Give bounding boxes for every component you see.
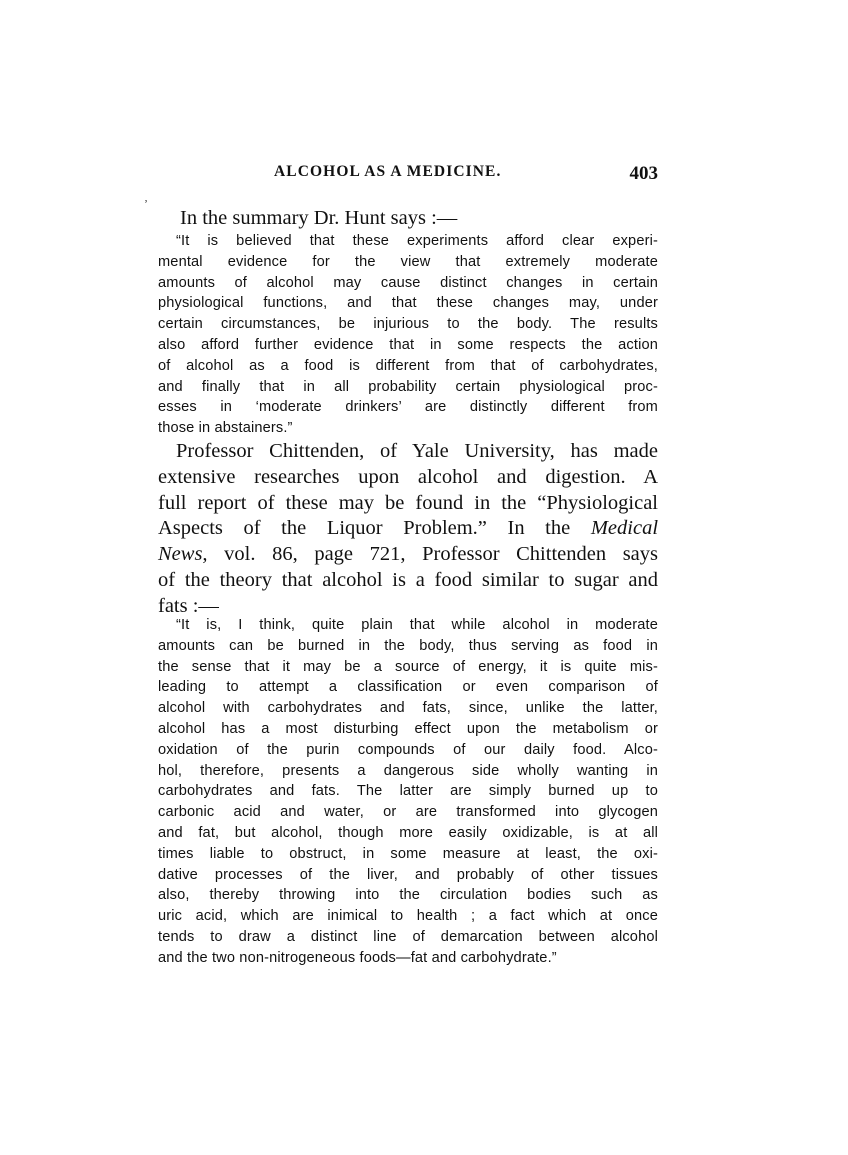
paragraph-line [158,516,658,542]
quote-line: times liable to obstruct, in some measure at least, the oxi- [158,845,658,862]
paragraph-line: of the theory that alcohol is a food similar to sugar and [158,568,658,591]
quote-line: “It is, I think, quite plain that while alcohol in moderate [176,617,658,633]
quote-line: alcohol with carbohydrates and fats, since, unlike the latter, [158,700,658,717]
quote-line: physiological functions, and that these changes may, under [158,295,658,312]
quote-line: “It is believed that these experiments afford clear experi- [176,233,658,249]
hunt-quote [158,231,658,439]
quote-line: also afford further evidence that in some respects the action [158,336,658,353]
chittenden-paragraph [158,439,658,620]
quote-line: esses in ‘moderate drinkers’ are distinctly different from [158,399,658,416]
paragraph-line: Professor Chittenden, of Yale University, has made [176,440,658,462]
quote-line: carbonic acid and water, or are transformed into glycogen [158,804,658,821]
journal-title-part: News, [158,543,208,566]
quote-line: and finally that in all probability certain physiological proc- [158,378,658,395]
quote-line: and the two non-nitrogeneous foods—fat and carbohydrate.” [158,949,557,966]
intro-line: In the summary Dr. Hunt says :— [180,207,458,229]
quote-line: hol, therefore, presents a dangerous side wholly wanting in [158,762,658,779]
quote-line: carbohydrates and fats. The latter are simply burned up to [158,783,658,800]
quote-line: oxidation of the purin compounds of our daily food. Alco- [158,741,658,758]
quote-line: those in abstainers.” [158,420,293,437]
paragraph-text: Aspects of the Liquor Problem.” In the [158,517,571,540]
quote-line: dative processes of the liver, and probably of other tissues [158,866,658,883]
quote-line: also, thereby throwing into the circulation bodies such as [158,887,658,904]
quote-line: of alcohol as a food is different from that of carbohydrates, [158,357,658,374]
paragraph-line: extensive researches upon alcohol and digestion. A [158,465,658,488]
paragraph-line: full report of these may be found in the “Physiological [158,491,658,514]
page-header [158,163,658,189]
page-number: 403 [629,163,658,184]
quote-line: alcohol has a most disturbing effect upon the metabolism or [158,720,658,737]
paragraph-line [158,542,658,568]
quote-line: and fat, but alcohol, though more easily oxidizable, is at all [158,824,658,841]
intro-sentence [158,206,658,232]
quote-line: leading to attempt a classification or even comparison of [158,679,658,696]
quote-line: tends to draw a distinct line of demarcation between alcohol [158,928,658,945]
quote-line: amounts can be burned in the body, thus serving as food in [158,637,658,654]
quote-line: amounts of alcohol may cause distinct changes in certain [158,274,658,291]
quote-line: mental evidence for the view that extremely moderate [158,253,658,270]
paragraph-text: vol. 86, page 721, Professor Chittenden says [224,543,659,566]
journal-title-part: Medical [590,517,659,540]
paragraph-line: fats :— [158,594,219,617]
quote-line: the sense that it may be a source of energy, it is quite mis- [158,658,658,675]
print-speck: ‚ [144,190,148,204]
running-title: ALCOHOL AS A MEDICINE. [274,163,502,180]
quote-line: certain circumstances, be injurious to the body. The results [158,316,658,333]
quote-line: uric acid, which are inimical to health ; a fact which at once [158,908,658,925]
chittenden-quote [158,615,658,969]
